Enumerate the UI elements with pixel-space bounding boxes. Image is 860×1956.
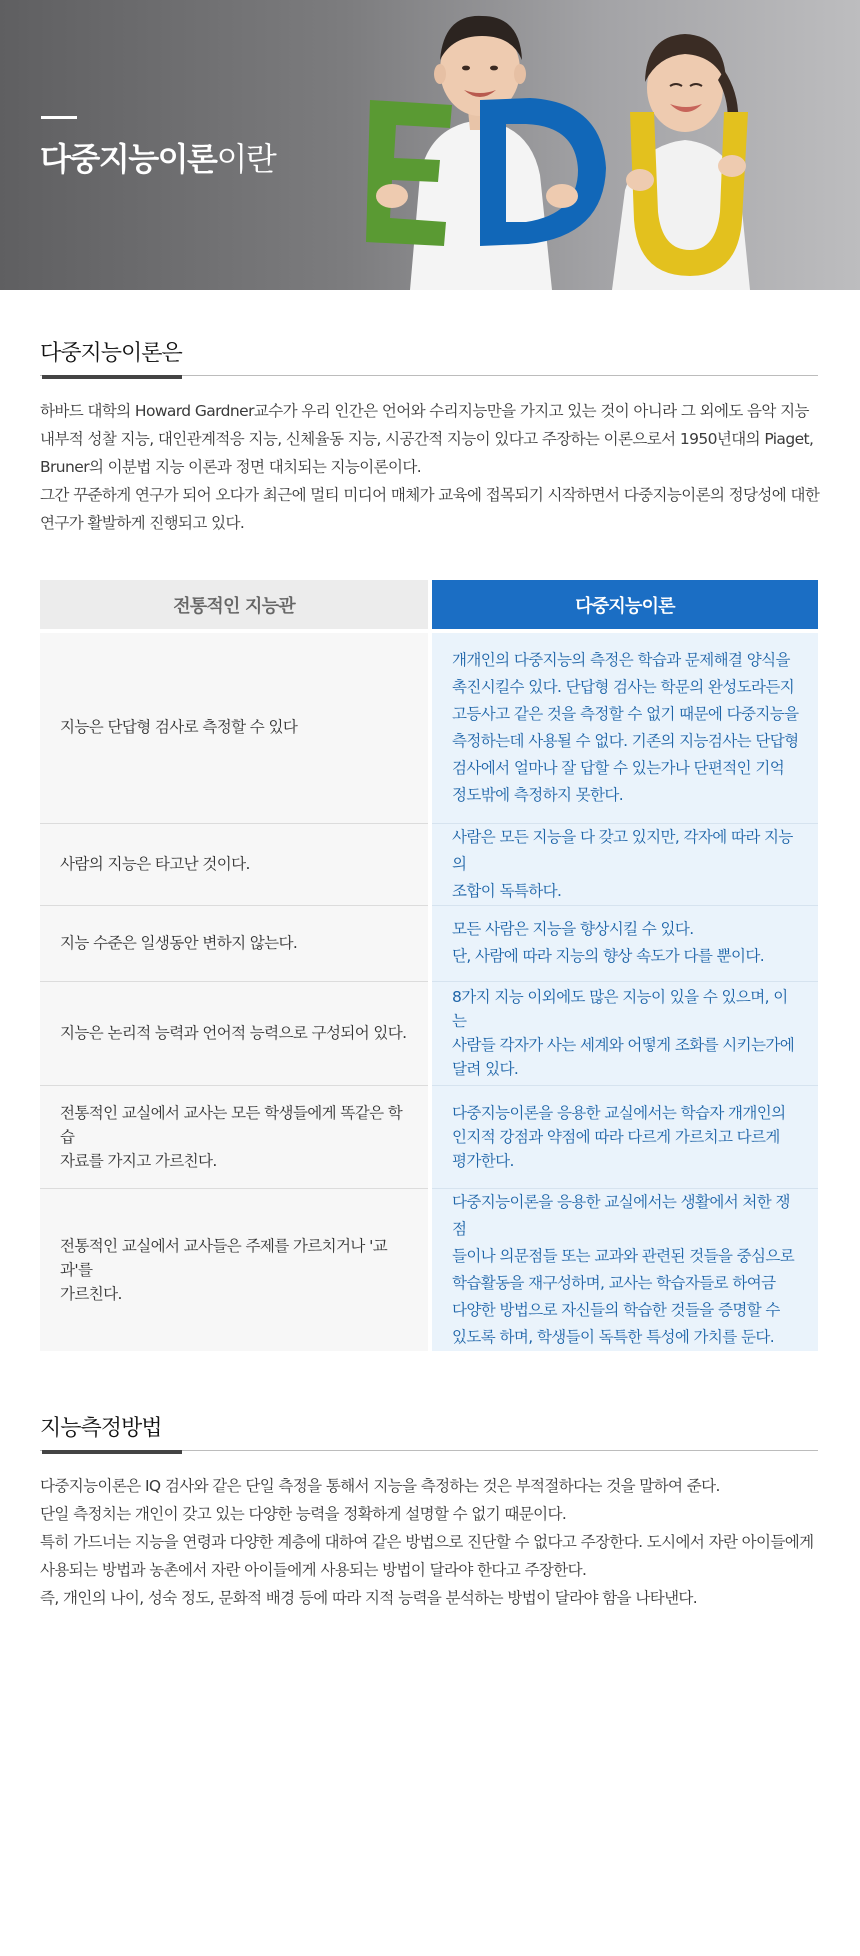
cell-line: 모든 사람은 지능을 향상시킬 수 있다. bbox=[452, 920, 694, 938]
section-title: 다중지능이론은 bbox=[40, 341, 182, 366]
cell-line: 자료를 가지고 가르친다. bbox=[60, 1151, 217, 1170]
paragraph-line: 즉, 개인의 나이, 성숙 정도, 문화적 배경 등에 따라 지적 능력을 분석하는 방법이 달라야 함을 나타낸다. bbox=[40, 1589, 698, 1607]
multiple-cell bbox=[430, 631, 818, 823]
cell-line: 측정하는데 사용될 수 없다. 기존의 지능검사는 단답형 bbox=[452, 731, 799, 750]
multiple-cell bbox=[430, 1188, 818, 1351]
boy-left-hand bbox=[376, 184, 408, 208]
traditional-cell bbox=[40, 1085, 430, 1188]
hero-illustration bbox=[340, 0, 860, 290]
cell-line: 들이나 의문점들 또는 교과와 관련된 것들을 중심으로 bbox=[452, 1246, 795, 1265]
paragraph-line: 단일 측정치는 개인이 갖고 있는 다양한 능력을 정확하게 설명할 수 없기 때문이다. bbox=[40, 1505, 567, 1523]
cell-line: 가르친다. bbox=[60, 1284, 122, 1303]
girl-right-hand bbox=[718, 155, 746, 177]
cell-line: 사람의 지능은 타고난 것이다. bbox=[60, 854, 250, 873]
paragraph-line: 다중지능이론은 IQ 검사와 같은 단일 측정을 통해서 지능을 측정하는 것은 부적절하다는 것을 말하여 준다. bbox=[40, 1477, 720, 1495]
hero-title-light: 이란 bbox=[216, 140, 276, 178]
paragraph-line: 하바드 대학의 Howard Gardner교수가 우리 인간은 언어와 수리지능만을 가지고 있는 것이 아니라 그 외에도 음악 지능 bbox=[40, 402, 809, 420]
cell-line: 정도밖에 측정하지 못한다. bbox=[452, 785, 624, 804]
traditional-cell bbox=[40, 981, 430, 1085]
cell-line: 학습활동을 재구성하며, 교사는 학습자들로 하여금 bbox=[452, 1273, 776, 1292]
cell-line: 촉진시킬수 있다. 단답형 검사는 학문의 완성도라든지 bbox=[452, 677, 795, 696]
section-divider bbox=[40, 375, 818, 377]
cell-line: 조합이 독특하다. bbox=[452, 881, 562, 900]
cell-line: 다중지능이론을 응용한 교실에서는 학습자 개개인의 bbox=[452, 1103, 786, 1122]
cell-line: 달려 있다. bbox=[452, 1060, 519, 1078]
paragraph-line: 연구가 활발하게 진행되고 있다. bbox=[40, 514, 245, 532]
hero-banner bbox=[0, 0, 860, 290]
hero-accent-bar bbox=[41, 116, 77, 119]
cell-line: 전통적인 교실에서 교사들은 주제를 가르치거나 '교과'를 bbox=[60, 1236, 388, 1279]
cell-line: 지능은 단답형 검사로 측정할 수 있다 bbox=[60, 718, 298, 737]
multiple-cell bbox=[430, 905, 818, 981]
paragraph-line: 사용되는 방법과 농촌에서 자란 아이들에게 사용되는 방법이 달라야 한다고 주장한다. bbox=[40, 1561, 587, 1579]
header-multiple-intelligence: 다중지능이론 bbox=[430, 580, 818, 631]
cell-line: 고등사고 같은 것을 측정할 수 없기 때문에 다중지능을 bbox=[452, 704, 799, 723]
cell-line: 다양한 방법으로 자신들의 학습한 것들을 증명할 수 bbox=[452, 1300, 780, 1319]
multiple-cell bbox=[430, 981, 818, 1085]
paragraph-line: 그간 꾸준하게 연구가 되어 오다가 최근에 멀티 미디어 매체가 교육에 접목되기 시작하면서 다중지능이론의 정당성에 대한 bbox=[40, 486, 820, 504]
section-measurement bbox=[40, 1413, 818, 1612]
cell-line: 사람들 각자가 사는 세계와 어떻게 조화를 시키는가에 bbox=[452, 1036, 795, 1054]
traditional-cell bbox=[40, 1188, 430, 1351]
traditional-cell bbox=[40, 823, 430, 905]
cell-line: 개개인의 다중지능의 측정은 학습과 문제해결 양식을 bbox=[452, 650, 790, 669]
section-divider bbox=[40, 1450, 818, 1452]
cell-line: 사람은 모든 지능을 다 갖고 있지만, 각자에 따라 지능의 bbox=[452, 827, 793, 873]
cell-line: 지능은 논리적 능력과 언어적 능력으로 구성되어 있다. bbox=[60, 1023, 407, 1042]
paragraph-line: 특히 가드너는 지능을 연령과 다양한 계층에 대하여 같은 방법으로 진단할 수 없다고 주장한다. 도시에서 자란 아이들에게 bbox=[40, 1533, 814, 1551]
cell-line: 전통적인 교실에서 교사는 모든 학생들에게 똑같은 학습 bbox=[60, 1103, 403, 1146]
cell-line: 검사에서 얼마나 잘 답할 수 있는가나 단편적인 기억 bbox=[452, 758, 785, 777]
section-theory-intro bbox=[40, 338, 818, 537]
table-row bbox=[40, 631, 818, 823]
section-paragraph bbox=[40, 1472, 818, 1612]
multiple-cell bbox=[430, 1085, 818, 1188]
header-traditional: 전통적인 지능관 bbox=[40, 580, 430, 631]
section-paragraph bbox=[40, 397, 818, 537]
cell-line: 평가한다. bbox=[452, 1151, 514, 1170]
cell-line: 인지적 강점과 약점에 따라 다르게 가르치고 다르게 bbox=[452, 1127, 780, 1146]
comparison-table bbox=[40, 580, 818, 1351]
cell-line: 지능 수준은 일생동안 변하지 않는다. bbox=[60, 933, 298, 952]
cell-line: 있도록 하며, 학생들이 독특한 특성에 가치를 둔다. bbox=[452, 1327, 775, 1346]
traditional-cell bbox=[40, 631, 430, 823]
cell-line: 단, 사람에 따라 지능의 향상 속도가 다를 뿐이다. bbox=[452, 947, 765, 965]
table-row bbox=[40, 823, 818, 905]
traditional-cell bbox=[40, 905, 430, 981]
boy-right-hand bbox=[546, 184, 578, 208]
hero-title-bold: 다중지능이론 bbox=[40, 140, 217, 178]
table-header-row bbox=[40, 580, 818, 631]
paragraph-line: 내부적 성찰 지능, 대인관계적응 지능, 신체율동 지능, 시공간적 지능이 있다고 주장하는 이론으로서 1950년대의 Piaget, bbox=[40, 430, 814, 448]
table-row bbox=[40, 905, 818, 981]
section-title: 지능측정방법 bbox=[40, 1416, 162, 1441]
cell-line: 8가지 지능 이외에도 많은 지능이 있을 수 있으며, 이는 bbox=[452, 988, 788, 1030]
multiple-cell bbox=[430, 823, 818, 905]
letter-d-icon bbox=[480, 98, 606, 246]
cell-line: 다중지능이론을 응용한 교실에서는 생활에서 처한 쟁점 bbox=[452, 1192, 790, 1238]
table-row bbox=[40, 981, 818, 1085]
paragraph-line: Bruner의 이분법 지능 이론과 정면 대치되는 지능이론이다. bbox=[40, 458, 422, 476]
table-row bbox=[40, 1188, 818, 1351]
girl-left-hand bbox=[626, 169, 654, 191]
table-row bbox=[40, 1085, 818, 1188]
hero-title bbox=[40, 134, 275, 180]
